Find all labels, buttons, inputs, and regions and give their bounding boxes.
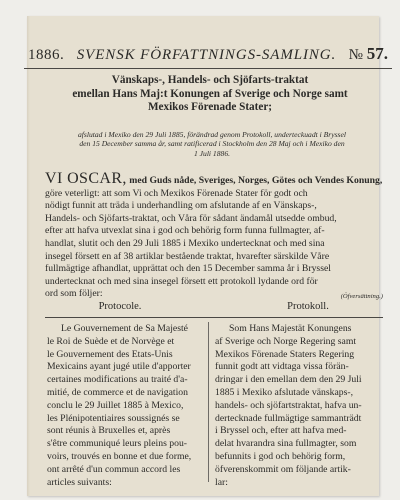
french-line: Mexicains ayant jugé utile d'apporter bbox=[47, 361, 191, 373]
document-page bbox=[27, 16, 388, 496]
french-line: Le Gouvernement de Sa Majesté bbox=[61, 323, 188, 334]
preamble-line: Handels- och Sjöfarts-traktat, och Våra för sådant ändamål utsedde ombud, bbox=[45, 212, 337, 224]
preamble-line: efter att hafva utvexlat sina i god och behörig form funna fullmagter, af- bbox=[45, 225, 325, 237]
translation-note: (Öfversättning.) bbox=[340, 293, 383, 300]
preamble-line: undertecknat och med sina insegel försett ett protokoll lydande ord för bbox=[45, 275, 318, 287]
preamble-first-line bbox=[45, 170, 383, 188]
french-line: le Gouvernement des Etats-Unis bbox=[47, 348, 173, 360]
french-line: les Plénipotentiaires soussignés se bbox=[47, 412, 180, 424]
swedish-line: Som Hans Majestät Konungens bbox=[229, 323, 352, 334]
note-line: afslutad i Mexiko den 29 Juli 1885, förändrad genom Protokoll, underteckuadt i Bryssel bbox=[78, 130, 346, 139]
swedish-line: af Sverige och Norge Regering samt bbox=[215, 335, 357, 347]
french-line: mitié, de commerce et de navigation bbox=[47, 386, 188, 398]
swedish-line: delat hvarandra sina fullmagter, som bbox=[215, 438, 357, 450]
swedish-protocol-column bbox=[215, 323, 362, 489]
treaty-title bbox=[41, 74, 379, 115]
header-number-prefix: № bbox=[348, 47, 363, 63]
french-line: certaines modifications au traité d'a- bbox=[47, 374, 188, 386]
treaty-title-line: Mexikos Förenade Stater; bbox=[147, 101, 273, 113]
swedish-line: funnit godt att vidtaga vissa förän- bbox=[215, 361, 349, 373]
swedish-line: handels- och sjöfartstraktat, hafva un- bbox=[215, 399, 362, 411]
header-year: 1886. bbox=[28, 47, 65, 63]
swedish-line: öfverenskommit om följande artik- bbox=[215, 463, 351, 475]
swedish-line: dertecknade fullmägtige sammanträdt bbox=[215, 412, 362, 424]
treaty-title-line: Vänskaps-, Handels- och Sjöfarts-traktat bbox=[111, 74, 309, 86]
preamble-paragraph bbox=[45, 170, 383, 301]
swedish-line: lar: bbox=[215, 476, 228, 488]
preamble-line: handlat, slutit och den 29 Juli 1885 i Mexiko undertecknat och med sina bbox=[45, 237, 325, 249]
preamble-line: nödigt funnit att träda i underhandling om afslutande af en Vänskaps-, bbox=[45, 200, 317, 212]
ratification-note bbox=[39, 130, 385, 158]
protocole-heading: Protocole. bbox=[98, 301, 142, 312]
swedish-line: i Bryssel och, efter att hafva med- bbox=[215, 425, 347, 437]
french-protocol-column bbox=[47, 323, 197, 489]
treaty-title-line: emellan Hans Maj:t Konungen af Sverige och Norge samt bbox=[72, 87, 348, 100]
swedish-line: 1885 i Mexiko afslutade vänskaps-, bbox=[215, 386, 354, 398]
preamble-line: fullmägtige afhandlat, upprättat och den 15 December samma år i Bryssel bbox=[45, 263, 331, 275]
vi-oscar: VI OSCAR, bbox=[45, 170, 127, 187]
header-series-title: SVENSK FÖRFATTNINGS-SAMLING. bbox=[76, 47, 337, 63]
preamble-line: göre veterligt: att som Vi och Mexikos Förenade Stater för godt och bbox=[45, 187, 308, 199]
page-header bbox=[28, 44, 388, 64]
french-line: articles suivants: bbox=[47, 476, 112, 488]
french-line: ont arrêté d'un commun accord les bbox=[47, 463, 181, 475]
note-line: den 15 December samma år, samt ratificerad i Stockholm den 28 Maj och i Mexiko den bbox=[79, 139, 345, 149]
page-edge bbox=[27, 16, 30, 496]
swedish-line: befunnits i god och behörig form, bbox=[215, 450, 346, 462]
french-line: sont réunis à Bruxelles et, après bbox=[47, 425, 171, 437]
protokoll-heading: Protokoll. bbox=[287, 301, 329, 312]
note-line: 1 Juli 1886. bbox=[193, 148, 231, 158]
french-line: s'être communiqué leurs pleins pou- bbox=[47, 438, 188, 450]
header-rule bbox=[24, 68, 392, 69]
swedish-line: Mexikos Förenade Staters Regering bbox=[215, 348, 355, 360]
header-number bbox=[349, 44, 388, 64]
column-headings bbox=[45, 301, 383, 317]
french-line: conclu le 29 Juillet 1885 à Mexico, bbox=[47, 399, 184, 411]
columns-rule bbox=[45, 317, 383, 318]
preamble-line: insegel försett en af 38 artiklar bestående traktat, hvarefter särskilde Våre bbox=[45, 250, 330, 262]
swedish-line: dringar i den emellan dem den 29 Juli bbox=[215, 374, 362, 386]
french-line: voirs, trouvés en bonne et due forme, bbox=[47, 450, 192, 462]
royal-formula: med Guds nåde, Sveriges, Norges, Götes och Vendes Konung, bbox=[129, 175, 383, 186]
french-line: le Roi de Suède et de Norvège et bbox=[47, 335, 175, 347]
header-number-value: 57. bbox=[366, 44, 388, 63]
preamble-line: ord som följer: bbox=[45, 288, 103, 300]
column-divider bbox=[208, 322, 209, 482]
